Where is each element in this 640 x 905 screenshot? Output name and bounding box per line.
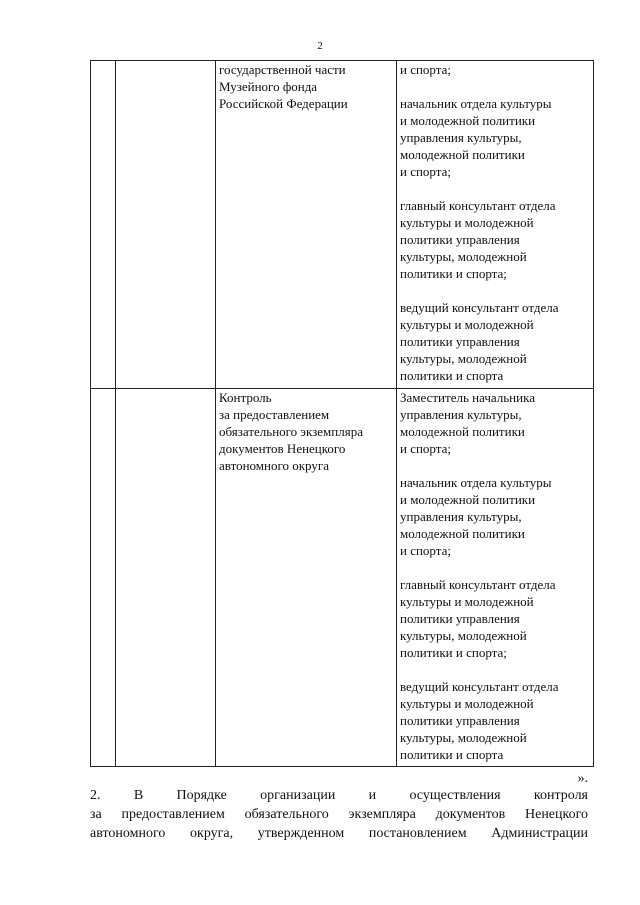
official-entry: начальник отдела культуры и молодежной политики управления культуры, молодежной политики и спорта; [400,475,552,558]
closing-quote: ». [577,771,588,786]
number-cell [91,389,116,767]
page-number: 2 [317,40,323,52]
function-cell [216,61,397,389]
paragraph-line: за предоставлением обязательного экземпляра документов Ненецкого [90,807,588,822]
officials-cell [397,389,594,767]
official-entry: ведущий консультант отдела культуры и молодежной политики управления культуры, молодежной политики и спорта [400,300,559,383]
official-entry: и спорта; [400,62,451,77]
official-entry: Заместитель начальника управления культуры, молодежной политики и спорта; [400,390,535,456]
table-row [91,61,594,389]
empty-cell [116,389,216,767]
paragraph-line: 2. В Порядке организации и осуществления контроля [90,788,588,803]
empty-cell [116,61,216,389]
number-cell [91,61,116,389]
function-cell [216,389,397,767]
official-entry: начальник отдела культуры и молодежной политики управления культуры, молодежной политики и спорта; [400,96,552,179]
table-row [91,389,594,767]
function-text: Контроль за предоставлением обязательного экземпляра документов Ненецкого автономного округа [219,390,363,473]
official-entry: ведущий консультант отдела культуры и молодежной политики управления культуры, молодежной политики и спорта [400,679,559,762]
officials-cell [397,61,594,389]
functions-table [90,60,594,767]
function-text: государственной части Музейного фонда Российской Федерации [219,62,348,111]
official-entry: главный консультант отдела культуры и молодежной политики управления культуры, молодежной политики и спорта; [400,577,556,660]
paragraph-line: автономного округа, утвержденном постановлением Администрации [90,826,588,841]
official-entry: главный консультант отдела культуры и молодежной политики управления культуры, молодежной политики и спорта; [400,198,556,281]
